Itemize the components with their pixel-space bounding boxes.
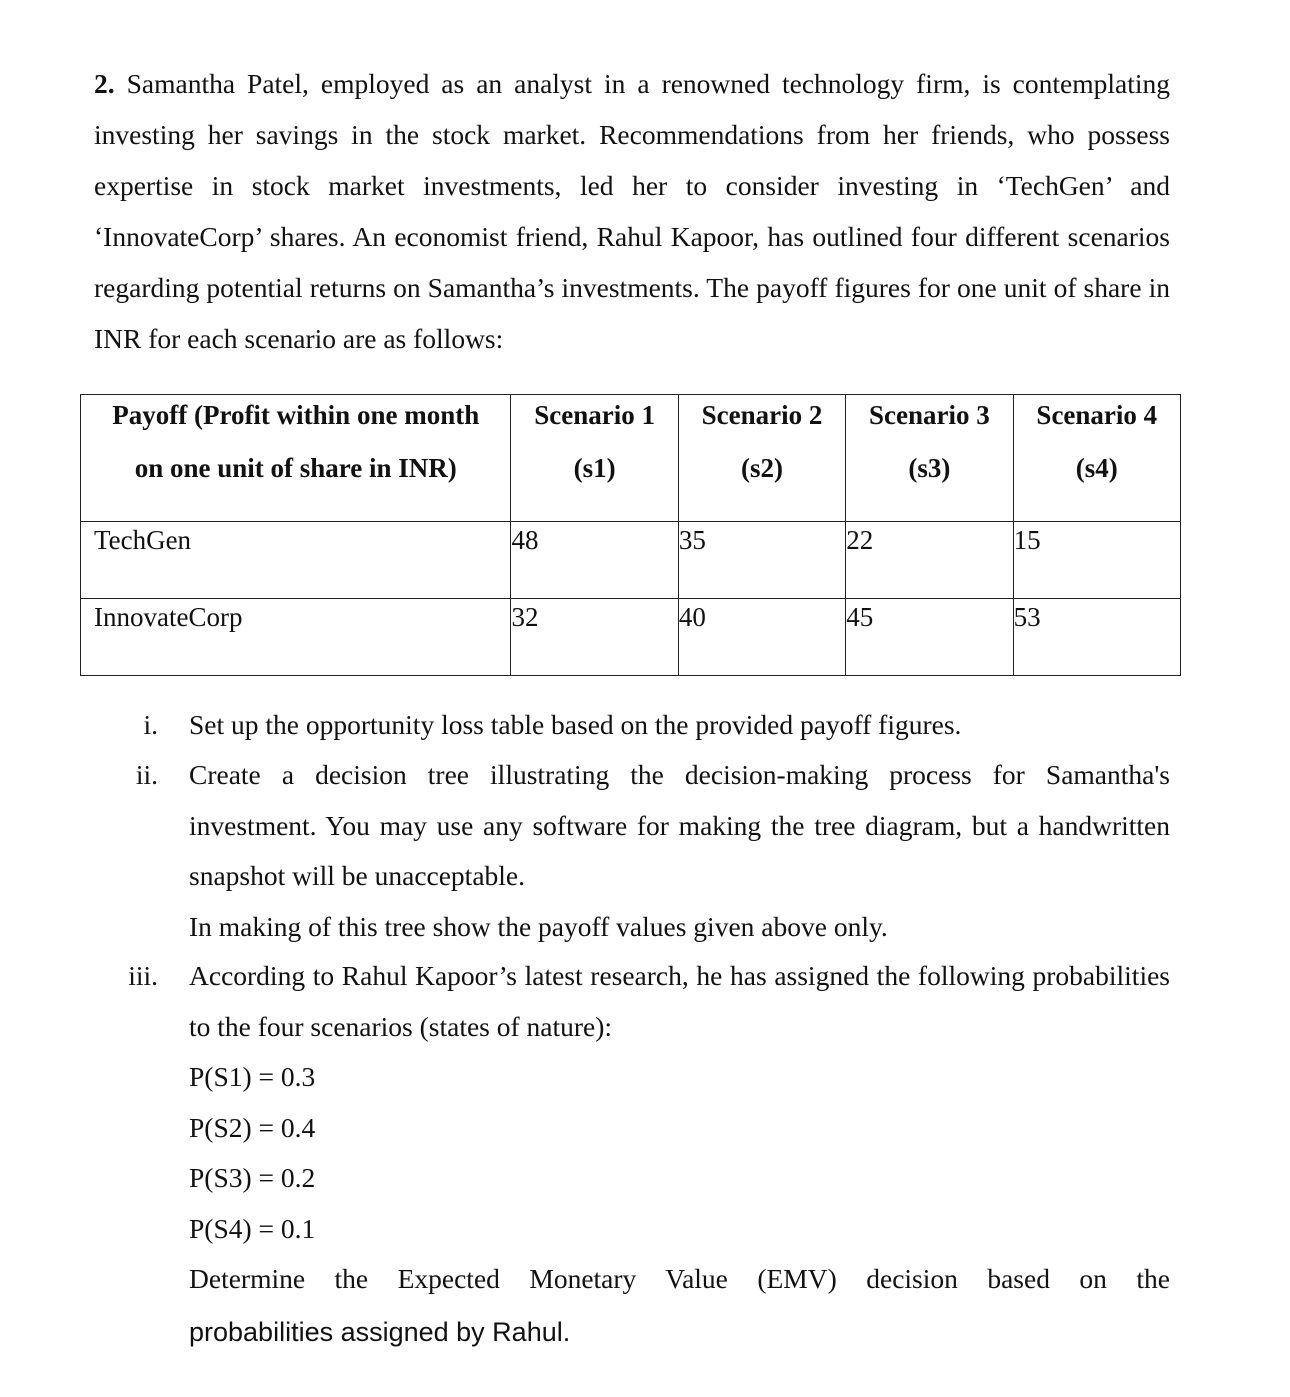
row-name-techgen: TechGen <box>81 522 511 599</box>
payoff-table <box>80 394 1181 676</box>
final-instruction-line2: probabilities assigned by Rahul. <box>189 1316 571 1347</box>
probability-s2: P(S2) = 0.4 <box>189 1111 316 1143</box>
subquestion-text: Create a decision tree illustrating the decision-making process for Samantha's investment. You may use any software for making the tree diagram, but a handwritten snapshot will be unacceptable. <box>189 759 1170 891</box>
probability-s4: P(S4) = 0.1 <box>189 1212 316 1244</box>
table-row <box>81 522 1181 599</box>
subquestion-number: iii. <box>128 960 158 991</box>
subquestion-number: i. <box>143 709 158 740</box>
cell-value: 48 <box>511 522 678 599</box>
cell-value: 40 <box>678 599 845 676</box>
header-payoff-line2: on one unit of share in INR) <box>134 453 457 483</box>
row-name-innovatecorp: InnovateCorp <box>81 599 511 676</box>
subquestion-number: ii. <box>135 759 158 790</box>
cell-value: 32 <box>511 599 678 676</box>
intro-text: Samantha Patel, employed as an analyst in a renowned technology firm, is contemplating investing her savings in the stock market. Recommendations from her friends, who possess expertise in stock market investments, led her to consider investing in ‘TechGen’ and ‘InnovateCorp’ shares. An economist friend, Rahul Kapoor, has outlined four different scenarios regarding potential returns on Samantha’s investments. The payoff figures for one unit of share in INR for each scenario are as follows: <box>94 68 1170 354</box>
header-scenario-4: Scenario 4 (s4) <box>1013 395 1180 522</box>
question-number: 2. <box>94 68 115 99</box>
probability-s3: P(S3) = 0.2 <box>189 1162 316 1193</box>
subquestion-note: In making of this tree show the payoff values given above only. <box>189 910 888 942</box>
cell-value: 35 <box>678 522 845 599</box>
probability-s1: P(S1) = 0.3 <box>189 1061 316 1092</box>
cell-value: 22 <box>846 522 1013 599</box>
header-scenario-1: Scenario 1 (s1) <box>511 395 678 522</box>
subquestion-i <box>110 700 1170 751</box>
header-payoff <box>81 395 511 522</box>
subquestion-text: Set up the opportunity loss table based on the provided payoff figures. <box>189 709 962 740</box>
cell-value: 45 <box>846 599 1013 676</box>
header-payoff-line1: Payoff (Profit within one month <box>112 400 480 430</box>
subquestion-ii <box>110 750 1170 952</box>
cell-value: 15 <box>1013 522 1180 599</box>
table-row <box>81 599 1181 676</box>
cell-value: 53 <box>1013 599 1180 676</box>
table-header-row <box>81 395 1181 522</box>
header-scenario-3: Scenario 3 (s3) <box>846 395 1013 522</box>
header-scenario-2: Scenario 2 (s2) <box>678 395 845 522</box>
question-intro <box>94 58 1170 364</box>
subquestion-text: According to Rahul Kapoor’s latest research, he has assigned the following probabilities to the four scenarios (states of nature): <box>189 960 1170 1042</box>
subquestion-iii <box>110 951 1170 1357</box>
final-instruction-line1: Determine the Expected Monetary Value (EMV) decision based on the <box>189 1263 1170 1294</box>
